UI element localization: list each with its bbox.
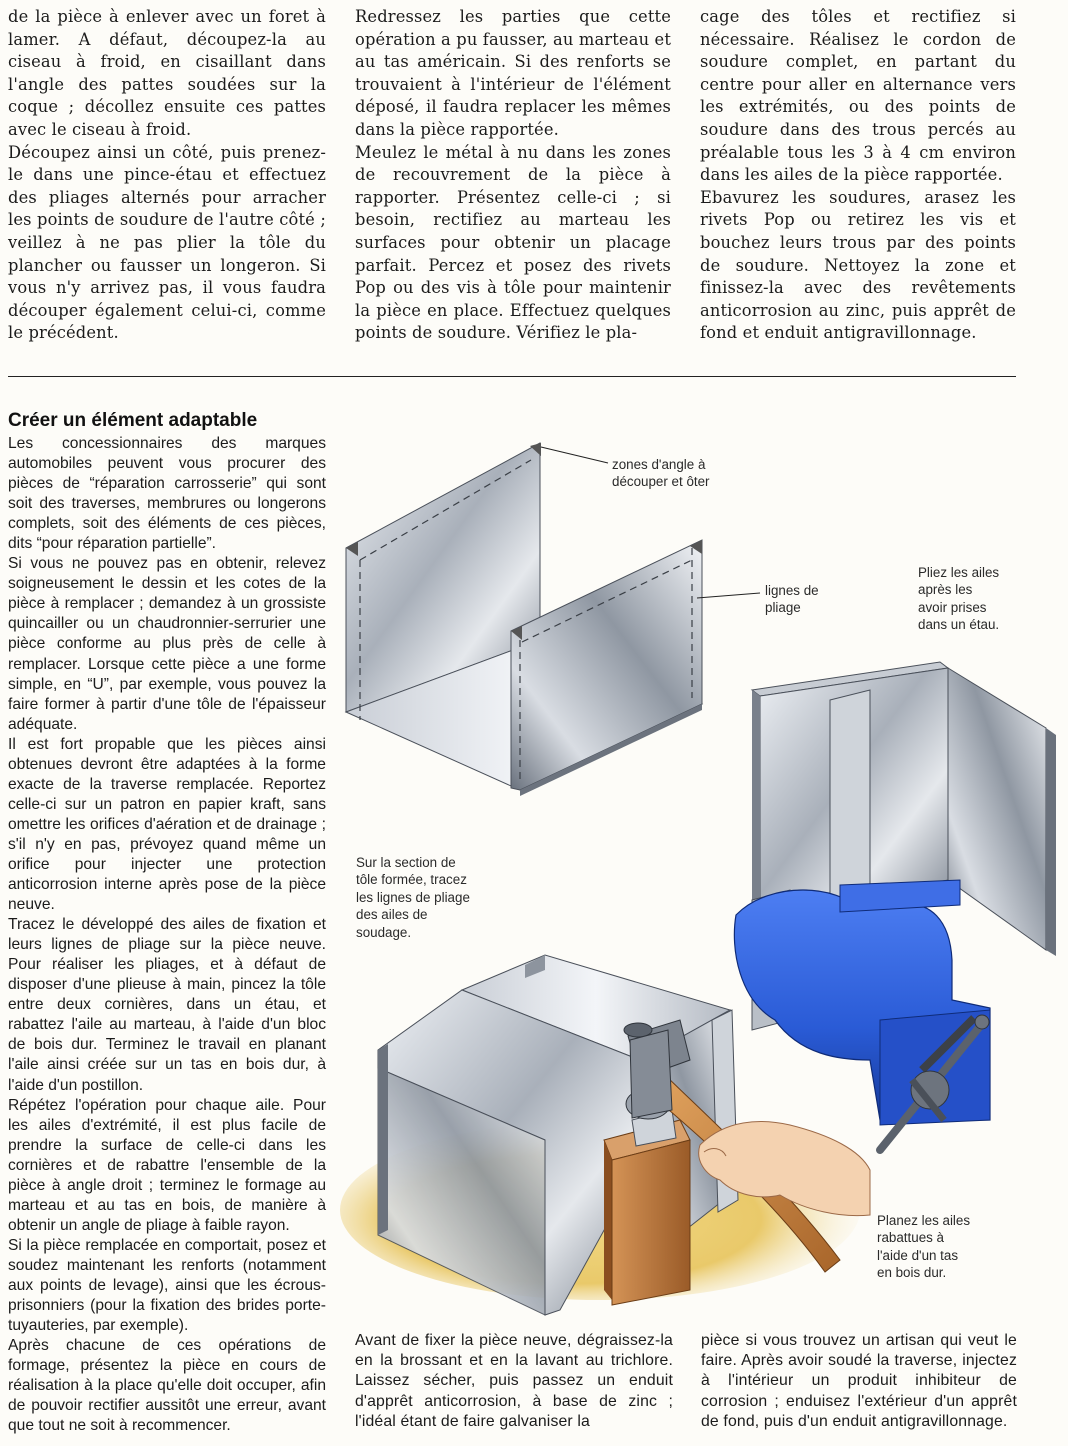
caption-fold-lines: lignes de pliage [765, 583, 819, 616]
caption-flatten-flanges: Planez les ailes rabattues à l'aide d'un tas en bois dur. [877, 1213, 971, 1281]
section-title: Créer un élément adaptable [8, 410, 258, 431]
top-column-3 [700, 6, 1016, 345]
section-body-column [8, 434, 326, 1436]
top-column-2 [355, 6, 671, 345]
paragraph: Ebavurez les soudures, arasez les rivets Pop ou retirez les vis et bouchez leurs trous par des points de soudure. Nettoyez la zone et finissez-la avec des revêtements anticorrosion au zinc, puis apprêt de fond et enduit antigravillonnage. [700, 187, 1016, 343]
paragraph: Redressez les parties que cette opération a pu fausser, au marteau et au tas américain. Si des renforts se trouvaient à l'intérieur de l'élément déposé, il faudra replacer les mêmes dans la pièce rapportée. [355, 7, 672, 139]
bottom-column-3 [701, 1331, 1017, 1432]
paragraph: cage des tôles et rectifiez si nécessaire. Réalisez le cordon de soudure complet, en partant du centre pour aller en alternance vers les extrémités, ou des points de soudure dans des trous percés au préalable tous les 3 à 4 cm environ dans les ailes de la pièce rapportée. [700, 7, 1016, 185]
bottom-column-2 [355, 1331, 673, 1432]
caption-trace-lines: Sur la section de tôle formée, tracez les lignes de pliage des ailes de soudage. [356, 855, 470, 940]
paragraph: Si la pièce remplacée en comportait, posez et soudez maintenant les renforts (notamment aux points de levage), ainsi que les écrous-prisonniers (pour la fixation des brides porte-tuyauteries, par exemple). [8, 1236, 326, 1335]
u-channel-illustration [346, 443, 760, 796]
paragraph: Tracez le développé des ailes de fixation et leurs lignes de pliage sur la pièce neuve. Pour réaliser les pliages, et à défaut de disposer d'une plieuse à main, pincez la tôle entre deux cornières, dans un étau, et rabattez l'aile au marteau, à l'aide d'un bloc de bois dur. Terminez le travail en planant l'aile ainsi créée sur un tas en bois dur, à l'aide d'un postillon. [8, 916, 326, 1094]
top-column-1 [8, 6, 326, 345]
section-divider [8, 376, 1016, 377]
caption-fold-in-vise: Pliez les ailes après les avoir prises dans un étau. [918, 565, 1000, 633]
paragraph: Il est fort propable que les pièces ainsi obtenues devront être adaptées à la forme exacte de la traverse remplacée. Reportez celle-ci sur un patron en papier kraft, sans omettre les orifices d'aération et de drainage ; s'il n'y en pas, prévoyez quand même un orifice pour injecter une protection anticorrosion interne après pose de la pièce neuve. [8, 735, 326, 914]
paragraph: Après chacune de ces opérations de formage, présentez la pièce en cours de réalisation à la place qu'elle doit occuper, afin de pouvoir rectifier aussitôt une erreur, avant que tout ne soit à recommencer. [8, 1337, 326, 1435]
paragraph: Avant de fixer la pièce neuve, dégraissez-la en la brossant et en la lavant au trichlore. Laissez sécher, puis passez un enduit d'apprêt anticorrosion, à base de zinc ; l'idéal étant de faire galvaniser la [355, 1332, 673, 1430]
paragraph: Découpez ainsi un côté, puis prenez-le dans une pince-étau et effectuez des pliages alternés pour arracher les points de soudure de l'autre côté ; veillez à ne pas plier la tôle du plancher ou fausser un longeron. Si vous n'y arrivez pas, il vous faudra découper également celui-ci, comme le précédent. [8, 142, 326, 343]
paragraph: Répétez l'opération pour chaque aile. Pour les ailes d'extrémité, il est plus facile de prendre la surface de celle-ci dans les cornières et de rabattre l'ensemble de la pièce à angle droit ; terminez le formage au marteau et au tas en bois, de manière à obtenir un angle de pliage à faible rayon. [8, 1096, 326, 1234]
caption-corner-zones: zones d'angle à découper et ôter [612, 457, 710, 490]
paragraph: Si vous ne pouvez pas en obtenir, relevez soigneusement le dessin et les cotes de la pièce à remplacer ; demandez à un grossiste quincailler ou un chaudronnier-serrurier une pièce conforme au plus près de celle à remplacer. Lorsque cette pièce a une forme simple, en “U”, par exemple, vous pouvez la faire former à partir d'une tôle de l'épaisseur adéquate. [8, 555, 326, 733]
paragraph: de la pièce à enlever avec un foret à lamer. A défaut, découpez-la au ciseau à froid, en cisaillant dans l'angle des pattes soudées sur la coque ; décollez ensuite ces pattes avec le ciseau à froid. [8, 7, 326, 139]
vise-fold-illustration [734, 662, 1056, 1150]
paragraph: pièce si vous trouvez un artisan qui veut le faire. Après avoir soudé la traverse, injectez à l'intérieur un produit inhibiteur de corrosion ; enduisez l'extérieur d'un apprêt de fond, puis d'un enduit antigravillonnage. [701, 1332, 1017, 1430]
paragraph: Meulez le métal à nu dans les zones de recouvrement de la pièce à rapporter. Présentez celle-ci ; si besoin, rectifiez au marteau les surfaces pour obtenir un placage parfait. Percez et posez des rivets Pop ou des vis à tôle pour maintenir la pièce en place. Effectuez quelques points de soudure. Vérifiez le pla- [355, 142, 671, 343]
paragraph: Les concessionnaires des marques automobiles peuvent vous procurer des pièces de “réparation carrosserie” qui sont soit des traverses, membrures ou longerons complets, soit des éléments de ces pièces, dits “pour réparation partielle”. [8, 435, 326, 553]
